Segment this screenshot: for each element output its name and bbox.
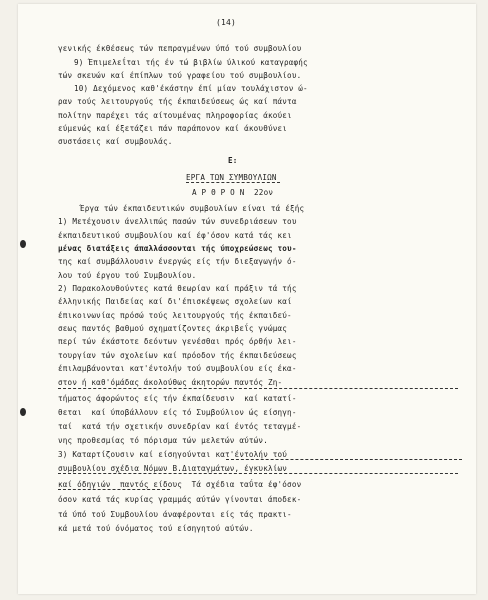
text-line: όσον κατά τάς κυρίας γραμμάς αύτών γίνονται άποδεκ-	[58, 495, 302, 504]
text-line: κά μετά τού όνόματος τού είσηγητού αύτών.	[58, 524, 254, 533]
text-line: καί όδηγιών παντός είδους Τά σχέδια ταΰτα έφ'όσον	[58, 480, 302, 489]
text-line: νης προθεσμίας τό πόρισμα τών μελετών αύτών.	[58, 436, 268, 445]
text-line: τουργίαν τών σχολείων καί πρόοδον τής έκπαιδεύσεως	[58, 351, 297, 360]
text-line: έπιλαμβάνονται κατ'έντολήν τού συμβουλίου είς έκα-	[58, 364, 297, 373]
text-line: 9) Έπιμελεΐται τής έν τώ βιβλίω ύλικού καταγραφής	[74, 58, 308, 67]
text-line: ταί κατά τήν σχετικήν συνεδρίαν καί έντός τεταγμέ-	[58, 422, 302, 431]
text-line: 10) Δεχόμενος καθ'έκάστην έπί μίαν τουλάχιστον ώ-	[74, 84, 308, 93]
text-line: ραν τούς λειτουργούς τής έκπαιδεύσεως ώς καί πάντα	[58, 97, 297, 106]
text-line: 3) Καταρτίζουσιν καί είσηγούνται κατ'έντολήν τού	[58, 450, 288, 459]
text-line: θεται καί ύποβάλλουν είς τό Συμβούλιον ώς είσηγη-	[58, 408, 297, 417]
underline	[58, 489, 170, 490]
text-line: εύμενώς καί έξετάζει πάν παράπονον καί άκουθύνει	[58, 124, 288, 133]
text-line: σεως παντός βαθμού σχηματίζοντες άκριβεΐς γνώμας	[58, 324, 288, 333]
underline	[58, 388, 458, 389]
text-line: έπικοινωνίας πρόσώ τούς λειτουργούς τής έκπαιδεύ-	[58, 311, 292, 320]
text-line: μένας διατάξεις άπαλλάσσονται τής ύποχρεώσεως του-	[58, 244, 297, 253]
document-page	[18, 4, 476, 594]
section-letter: Ε:	[228, 156, 238, 165]
text-line: γενικής έκθέσεως τών πεπραγμένων ύπό τού συμβουλίου	[58, 44, 302, 53]
page-number: (14)	[216, 18, 237, 27]
text-line: έκπαιδευτικού συμβουλίου καί έφ'όσον κατά τάς κει	[58, 231, 292, 240]
punch-hole	[20, 240, 26, 248]
article-title: Α Ρ Θ Ρ Ο Ν 22ον	[192, 188, 274, 197]
text-line: συστάσεις καί συμβουλάς.	[58, 137, 173, 146]
text-line: τά ύπό τού Συμβουλίου άναφέρονται είς τάς πρακτι-	[58, 510, 292, 519]
text-line: συμβουλίου σχέδια Νόμων Β.Διαταγμάτων, έγκυκλίων	[58, 464, 288, 473]
text-line: 2) Παρακολουθούντες κατά θεωρίαν καί πράξιν τά τής	[58, 284, 297, 293]
text-line: Έργα τών έκπαιδευτικών συμβουλίων είναι τά έξής	[80, 204, 305, 213]
text-line: στον ή καθ'όμάδας άκολούθως άκητορών παντός Ζη-	[58, 378, 283, 387]
text-line: πολίτην παρέχει τάς αίτουμένας πληροφορίας άκούει	[58, 111, 292, 120]
text-line: 1) Μετέχουσιν άνελλιπώς πασών τών συνεδριάσεων του	[58, 217, 297, 226]
text-line: λου τού έργου τού Συμβουλίου.	[58, 271, 197, 280]
text-line: της καί συμβάλλουσιν ένεργώς είς τήν διεξαγωγήν ό-	[58, 257, 297, 266]
text-line: τήματος άφορώντος είς τήν έκπαίδευσιν καί κατατί-	[58, 394, 297, 403]
text-line: τών σκευών καί έπίπλων τού γραφείου τού συμβουλίου.	[58, 71, 302, 80]
underline	[58, 473, 458, 474]
punch-hole	[20, 408, 26, 416]
text-line: έλληνικής Παιδείας καί δι'έπισκέψεως σχολείων καί	[58, 297, 292, 306]
section-title-underline	[186, 182, 280, 183]
underline	[226, 459, 462, 460]
text-line: περί τών έκάστοτε δεόντων γενέσθαι πρός όρθήν λει-	[58, 337, 297, 346]
section-title: ΕΡΓΑ ΤΩΝ ΣΥΜΒΟΥΛΙΩΝ	[186, 173, 277, 182]
